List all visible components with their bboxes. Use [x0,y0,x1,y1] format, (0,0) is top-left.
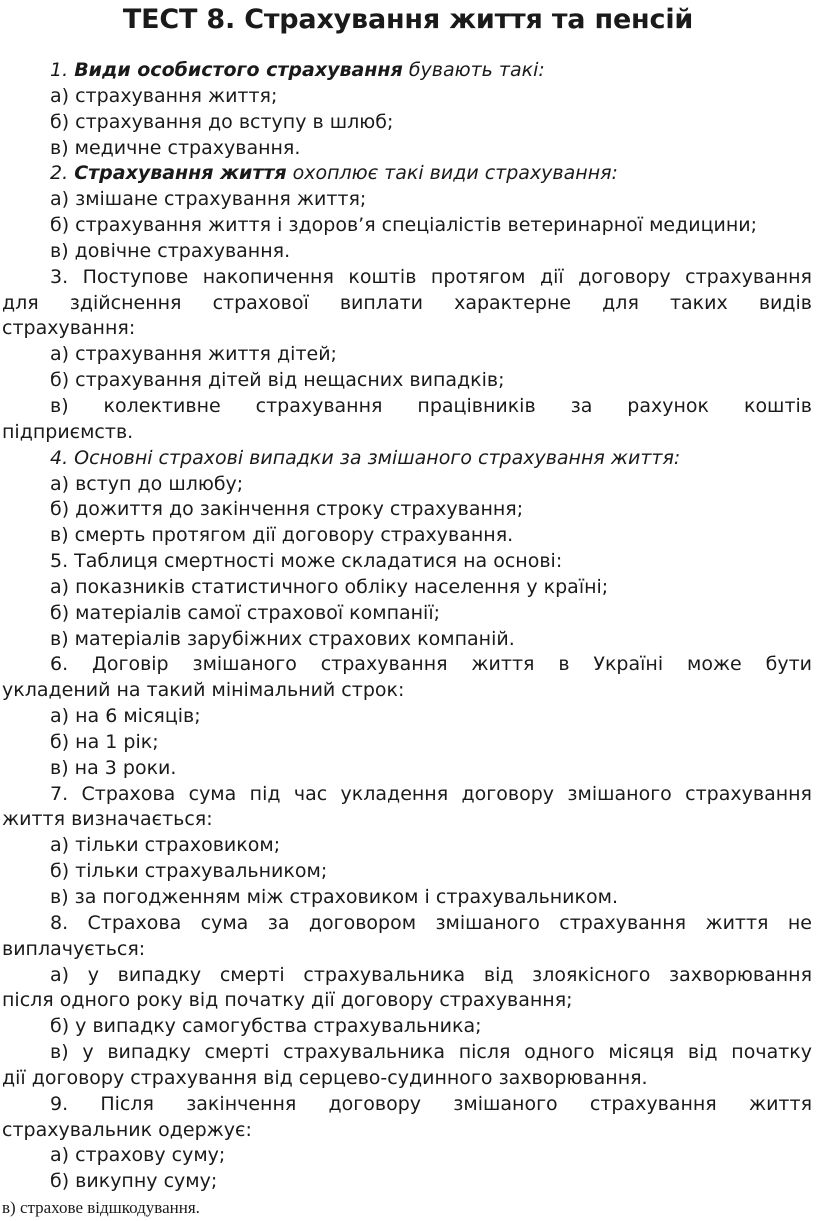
question-6-option-c: в) на 3 роки. [50,756,177,779]
question-2-number: 2. [50,162,69,185]
question-2-rest: охоплює такі види страхування: [292,162,618,185]
question-8-line-2: виплачується: [2,937,146,960]
question-1-option-b: б) страхування до вступу в шлюб; [50,110,394,133]
question-3-line-1: 3. Поступове накопичення коштів протягом дії договору страхування [50,265,812,288]
question-3-option-b: б) страхування дітей від нещасних випадків; [50,369,505,392]
question-2-option-b: б) страхування життя і здоров’я спеціалістів ветеринарної медицини; [50,214,758,237]
question-2 [2,161,812,187]
question-8-option-a-line-1: а) у випадку смерті страхувальника від злоякісного захворювання [50,963,812,986]
question-5-option-b: б) матеріалів самої страхової компанії; [50,601,441,624]
question-3-option-a: а) страхування життя дітей; [50,343,337,366]
question-7-option-c: в) за погодженням між страховиком і страхувальником. [50,886,619,908]
question-8-option-c-line-1: в) у випадку смерті страхувальника після одного місяця від початку [50,1041,812,1064]
question-3-option-c-line-2: підприємств. [2,420,134,443]
question-3-line-2: для здійснення страхової виплати характерне для таких видів [2,291,812,314]
question-8-line-1: 8. Страхова сума за договором змішаного страхування життя не [50,911,812,934]
question-6-line-2: укладений на такий мінімальний строк: [2,679,405,702]
question-9-line-1: 9. Після закінчення договору змішаного страхування життя [50,1092,812,1115]
question-4-option-b: б) дожиття до закінчення строку страхування; [50,498,524,521]
question-4-option-a: а) вступ до шлюбу; [50,472,244,495]
question-8-option-b: б) у випадку самогубства страхувальника; [50,1015,482,1038]
question-1-term: Види особистого страхування [74,59,403,81]
question-7-option-b: б) тільки страхувальником; [50,860,328,883]
question-8-option-c-line-2: дії договору страхування від серцево-судинного захворювання. [2,1066,648,1089]
question-2-option-c: в) довічне страхування. [50,239,291,262]
question-9-line-2: страхувальник одержує: [2,1118,252,1141]
test-content [2,58,812,1221]
question-9-option-c: в) страхове відшкодування. [2,1198,200,1218]
question-6-option-b: б) на 1 рік; [50,730,159,753]
question-9-option-a: а) страхову суму; [50,1144,226,1167]
question-1-rest: бувають такі: [408,59,545,81]
question-1-option-c: в) медичне страхування. [50,136,301,159]
question-7-line-2: життя визначається: [2,808,213,831]
question-4: 4. Основні страхові випадки за змішаного страхування життя: [50,446,681,469]
question-5-option-a: а) показників статистичного обліку населення у країні; [50,575,609,598]
question-4-option-c: в) смерть протягом дії договору страхування. [50,524,514,547]
question-2-term: Страхування життя [74,162,287,185]
question-1-number: 1. [50,59,69,81]
question-6-line-1: 6. Договір змішаного страхування життя в Україні може бути [50,653,812,676]
question-9-option-b: б) викупну суму; [50,1170,218,1193]
question-7-line-1: 7. Страхова сума під час укладення договору змішаного страхування [50,782,812,805]
question-5-option-c: в) матеріалів зарубіжних страхових компаній. [50,627,515,650]
page-title: ТЕСТ 8. Страхування життя та пенсій [122,4,694,35]
question-7-option-a: а) тільки страховиком; [50,834,281,857]
question-1 [2,58,812,84]
question-8-option-a-line-2: після одного року від початку дії договору страхування; [2,989,573,1012]
question-2-option-a: а) змішане страхування життя; [50,188,367,211]
question-5: 5. Таблиця смертності може складатися на основі: [50,550,563,573]
question-3-option-c-line-1: в) колективне страхування працівників за рахунок коштів [50,394,812,417]
question-3-line-3: страхування: [2,317,136,340]
question-6-option-a: а) на 6 місяців; [50,705,201,728]
question-1-option-a: а) страхування життя; [50,84,278,107]
